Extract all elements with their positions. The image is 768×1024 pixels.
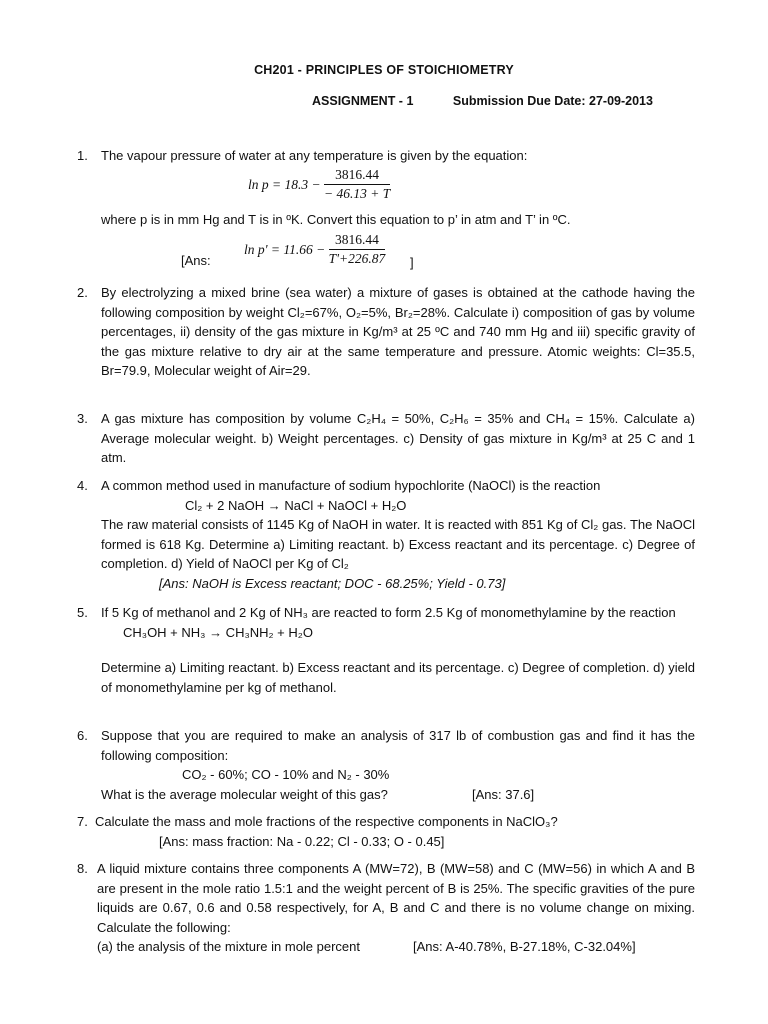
fraction-denominator: − 46.13 + T xyxy=(323,185,391,201)
question-text: A common method used in manufacture of sodium hypochlorite (NaOCl) is the reaction xyxy=(101,478,601,493)
answer-close: ] xyxy=(410,255,414,270)
reaction-equation: Cl₂ + 2 NaOH → NaCl + NaOCl + H₂O xyxy=(185,497,407,513)
question-text: Determine a) Limiting reactant. b) Excess reactant and its percentage. c) Degree of completion. d) yield of monomethylamine per kg of methanol. xyxy=(101,660,695,695)
due-date: Submission Due Date: 27-09-2013 xyxy=(452,94,653,108)
question-number: 6. xyxy=(77,728,88,743)
question-number: 2. xyxy=(77,285,88,300)
equation-lhs: ln p = 18.3 − xyxy=(248,176,321,192)
answer-text: [Ans: A-40.78%, B-27.18%, C-32.04%] xyxy=(413,939,636,954)
fraction-numerator: 3816.44 xyxy=(329,231,386,250)
question-text: where p is in mm Hg and T is in ºK. Convert this equation to p’ in atm and T’ in ºC. xyxy=(101,211,571,227)
equation-2-answer xyxy=(101,229,695,273)
answer-open: [Ans: xyxy=(181,253,211,268)
equation-lhs: ln p' = 11.66 − xyxy=(244,241,326,257)
answer-text: [Ans: 37.6] xyxy=(472,786,535,802)
question-text: If 5 Kg of methanol and 2 Kg of NH₃ are reacted to form 2.5 Kg of monomethylamine by the reaction xyxy=(101,605,676,620)
fraction-denominator: T'+226.87 xyxy=(328,251,386,266)
fraction-numerator: 3816.44 xyxy=(324,166,390,185)
question-2 xyxy=(77,283,695,381)
question-number: 4. xyxy=(77,478,88,493)
question-7 xyxy=(77,812,695,851)
reaction-equation: CH₃OH + NH₃ → CH₃NH₂ + H₂O xyxy=(123,624,313,640)
question-number: 1. xyxy=(77,148,88,163)
question-1 xyxy=(77,146,695,273)
answer-text: [Ans: NaOH is Excess reactant; DOC - 68.25%; Yield - 0.73] xyxy=(159,575,506,591)
question-6 xyxy=(77,726,695,804)
assignment-number: ASSIGNMENT - 1 xyxy=(312,94,414,108)
question-text: A liquid mixture contains three components A (MW=72), B (MW=58) and C (MW=56) in which A and B are present in the mole ratio 1.5:1 and the weight percent of B is 25%. The specific gravities of the pure liquids are 0.67, 0.6 and 0.58 respectively, for A, B and C and there is no volume change on mixing. Calculate the following: xyxy=(97,861,695,935)
gas-composition: CO₂ - 60%; CO - 10% and N₂ - 30% xyxy=(182,767,390,782)
question-8 xyxy=(77,859,695,957)
question-number: 7. xyxy=(77,814,88,829)
question-4 xyxy=(77,476,695,593)
question-text: Calculate the mass and mole fractions of the respective components in NaClO₃? xyxy=(95,814,558,829)
question-text: What is the average molecular weight of this gas? xyxy=(101,786,388,802)
question-number: 5. xyxy=(77,605,88,620)
question-number: 3. xyxy=(77,411,88,426)
equation-fraction xyxy=(329,231,386,268)
question-text: Suppose that you are required to make an analysis of 317 lb of combustion gas and find it has the following composition: xyxy=(101,728,695,763)
equation-fraction xyxy=(324,166,390,203)
question-3 xyxy=(77,409,695,468)
question-text: The vapour pressure of water at any temperature is given by the equation: xyxy=(101,148,528,163)
question-part-a: (a) the analysis of the mixture in mole percent xyxy=(97,939,361,954)
page-title: CH201 - PRINCIPLES OF STOICHIOMETRY xyxy=(254,63,514,77)
question-number: 8. xyxy=(77,861,88,876)
question-5 xyxy=(77,603,695,697)
answer-text: [Ans: mass fraction: Na - 0.22; Cl - 0.33; O - 0.45] xyxy=(159,833,445,849)
question-text: A gas mixture has composition by volume C₂H₄ = 50%, C₂H₆ = 35% and CH₄ = 15%. Calculate a) Average molecular weight. b) Weight percentages. c) Density of gas mixture in Kg/m³ at 25 C and 1 atm. xyxy=(101,411,695,465)
question-text: By electrolyzing a mixed brine (sea water) a mixture of gases is obtained at the cathode having the following composition by weight Cl₂=67%, O₂=5%, Br₂=28%. Calculate i) composition of gas by volume percentages, ii) density of the gas mixture in Kg/m³ at 25 ºC and 740 mm Hg and iii) specific gravity of the gas mixture relative to dry air at the same temperature and pressure. Atomic weights: Cl=35.5, Br=79.9, Molecular weight of Air=29. xyxy=(101,285,695,378)
equation-1 xyxy=(248,166,695,210)
question-text: The raw material consists of 1145 Kg of NaOH in water. It is reacted with 851 Kg of Cl₂ gas. The NaOCl formed is 618 Kg. Determine a) Limiting reactant. b) Excess reactant and its percentage. c) Degree of completion. d) Yield of NaOCl per Kg of Cl₂ xyxy=(101,517,695,571)
assignment-subtitle xyxy=(312,94,653,108)
